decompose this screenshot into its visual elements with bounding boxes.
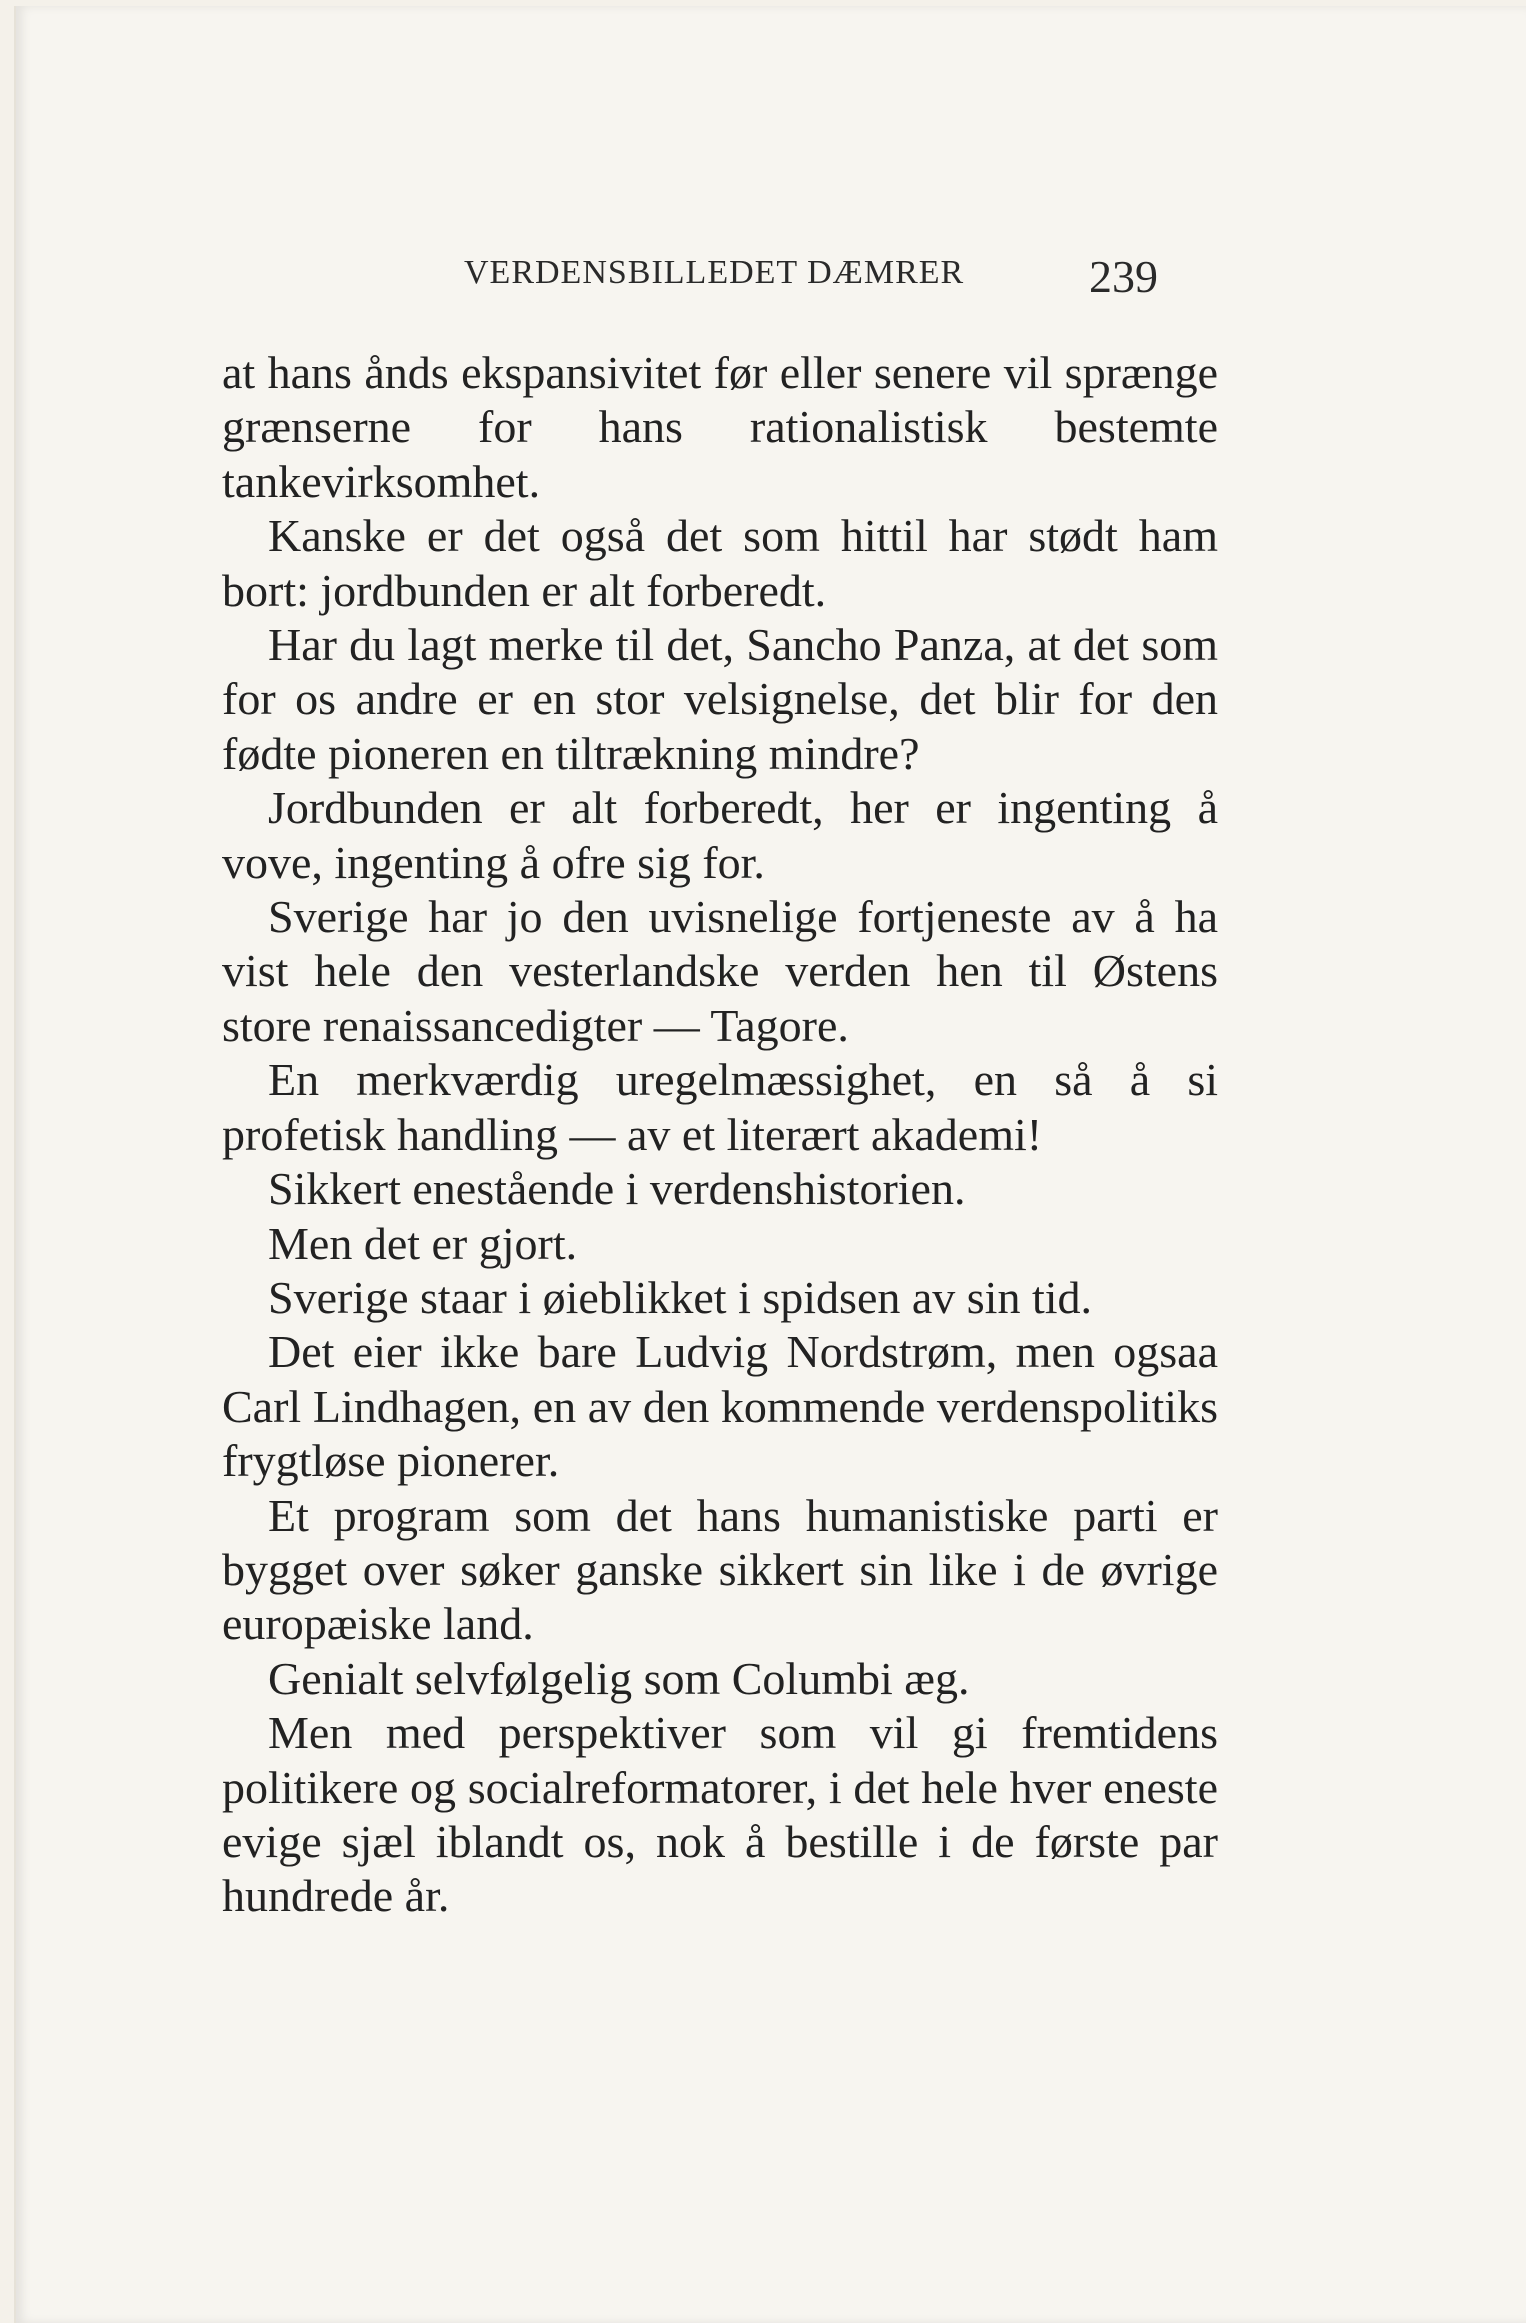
paragraph: at hans ånds ekspansivitet før eller senere vil sprænge grænserne for hans rationalistisk bestemte tankevirksomhet.	[222, 347, 1218, 507]
paragraph: Sverige staar i øieblikket i spidsen av sin tid.	[268, 1271, 1093, 1323]
body-text	[222, 346, 1218, 1924]
paragraph: Sikkert enestående i verdenshistorien.	[268, 1163, 966, 1215]
paragraph: Men med perspektiver som vil gi fremtidens politikere og socialreformatorer, i det hele hver eneste evige sjæl iblandt os, nok å bestille i de første par hundrede år.	[222, 1707, 1218, 1922]
paragraph: En merkværdig uregelmæssighet, en så å si profetisk handling — av et literært akademi!	[222, 1054, 1218, 1160]
running-head: VERDENSBILLEDET DÆMRER	[464, 254, 965, 291]
paragraph: Det eier ikke bare Ludvig Nordstrøm, men ogsaa Carl Lindhagen, en av den kommende verdenspolitiks frygtløse pionerer.	[222, 1326, 1218, 1487]
paragraph: Kanske er det også det som hittil har stødt ham bort: jordbunden er alt forberedt.	[222, 510, 1218, 616]
paragraph: Jordbunden er alt forberedt, her er ingenting å vove, ingenting å ofre sig for.	[222, 782, 1218, 888]
paragraph: Sverige har jo den uvisnelige fortjeneste av å ha vist hele den vesterlandske verden hen til Østens store renaissancedigter — Tagore.	[222, 891, 1218, 1051]
paragraph: Har du lagt merke til det, Sancho Panza, at det som for os andre er en stor velsignelse, det blir for den fødte pioneren en tiltrækning mindre?	[222, 619, 1218, 779]
paragraph: Et program som det hans humanistiske parti er bygget over søker ganske sikkert sin like i de øvrige europæiske land.	[222, 1489, 1218, 1650]
paragraph: Genialt selvfølgelig som Columbi æg.	[268, 1652, 970, 1704]
page-number: 239	[1089, 251, 1158, 302]
paragraph: Men det er gjort.	[268, 1217, 578, 1269]
book-page	[14, 6, 1526, 2323]
page-header	[16, 248, 1526, 302]
